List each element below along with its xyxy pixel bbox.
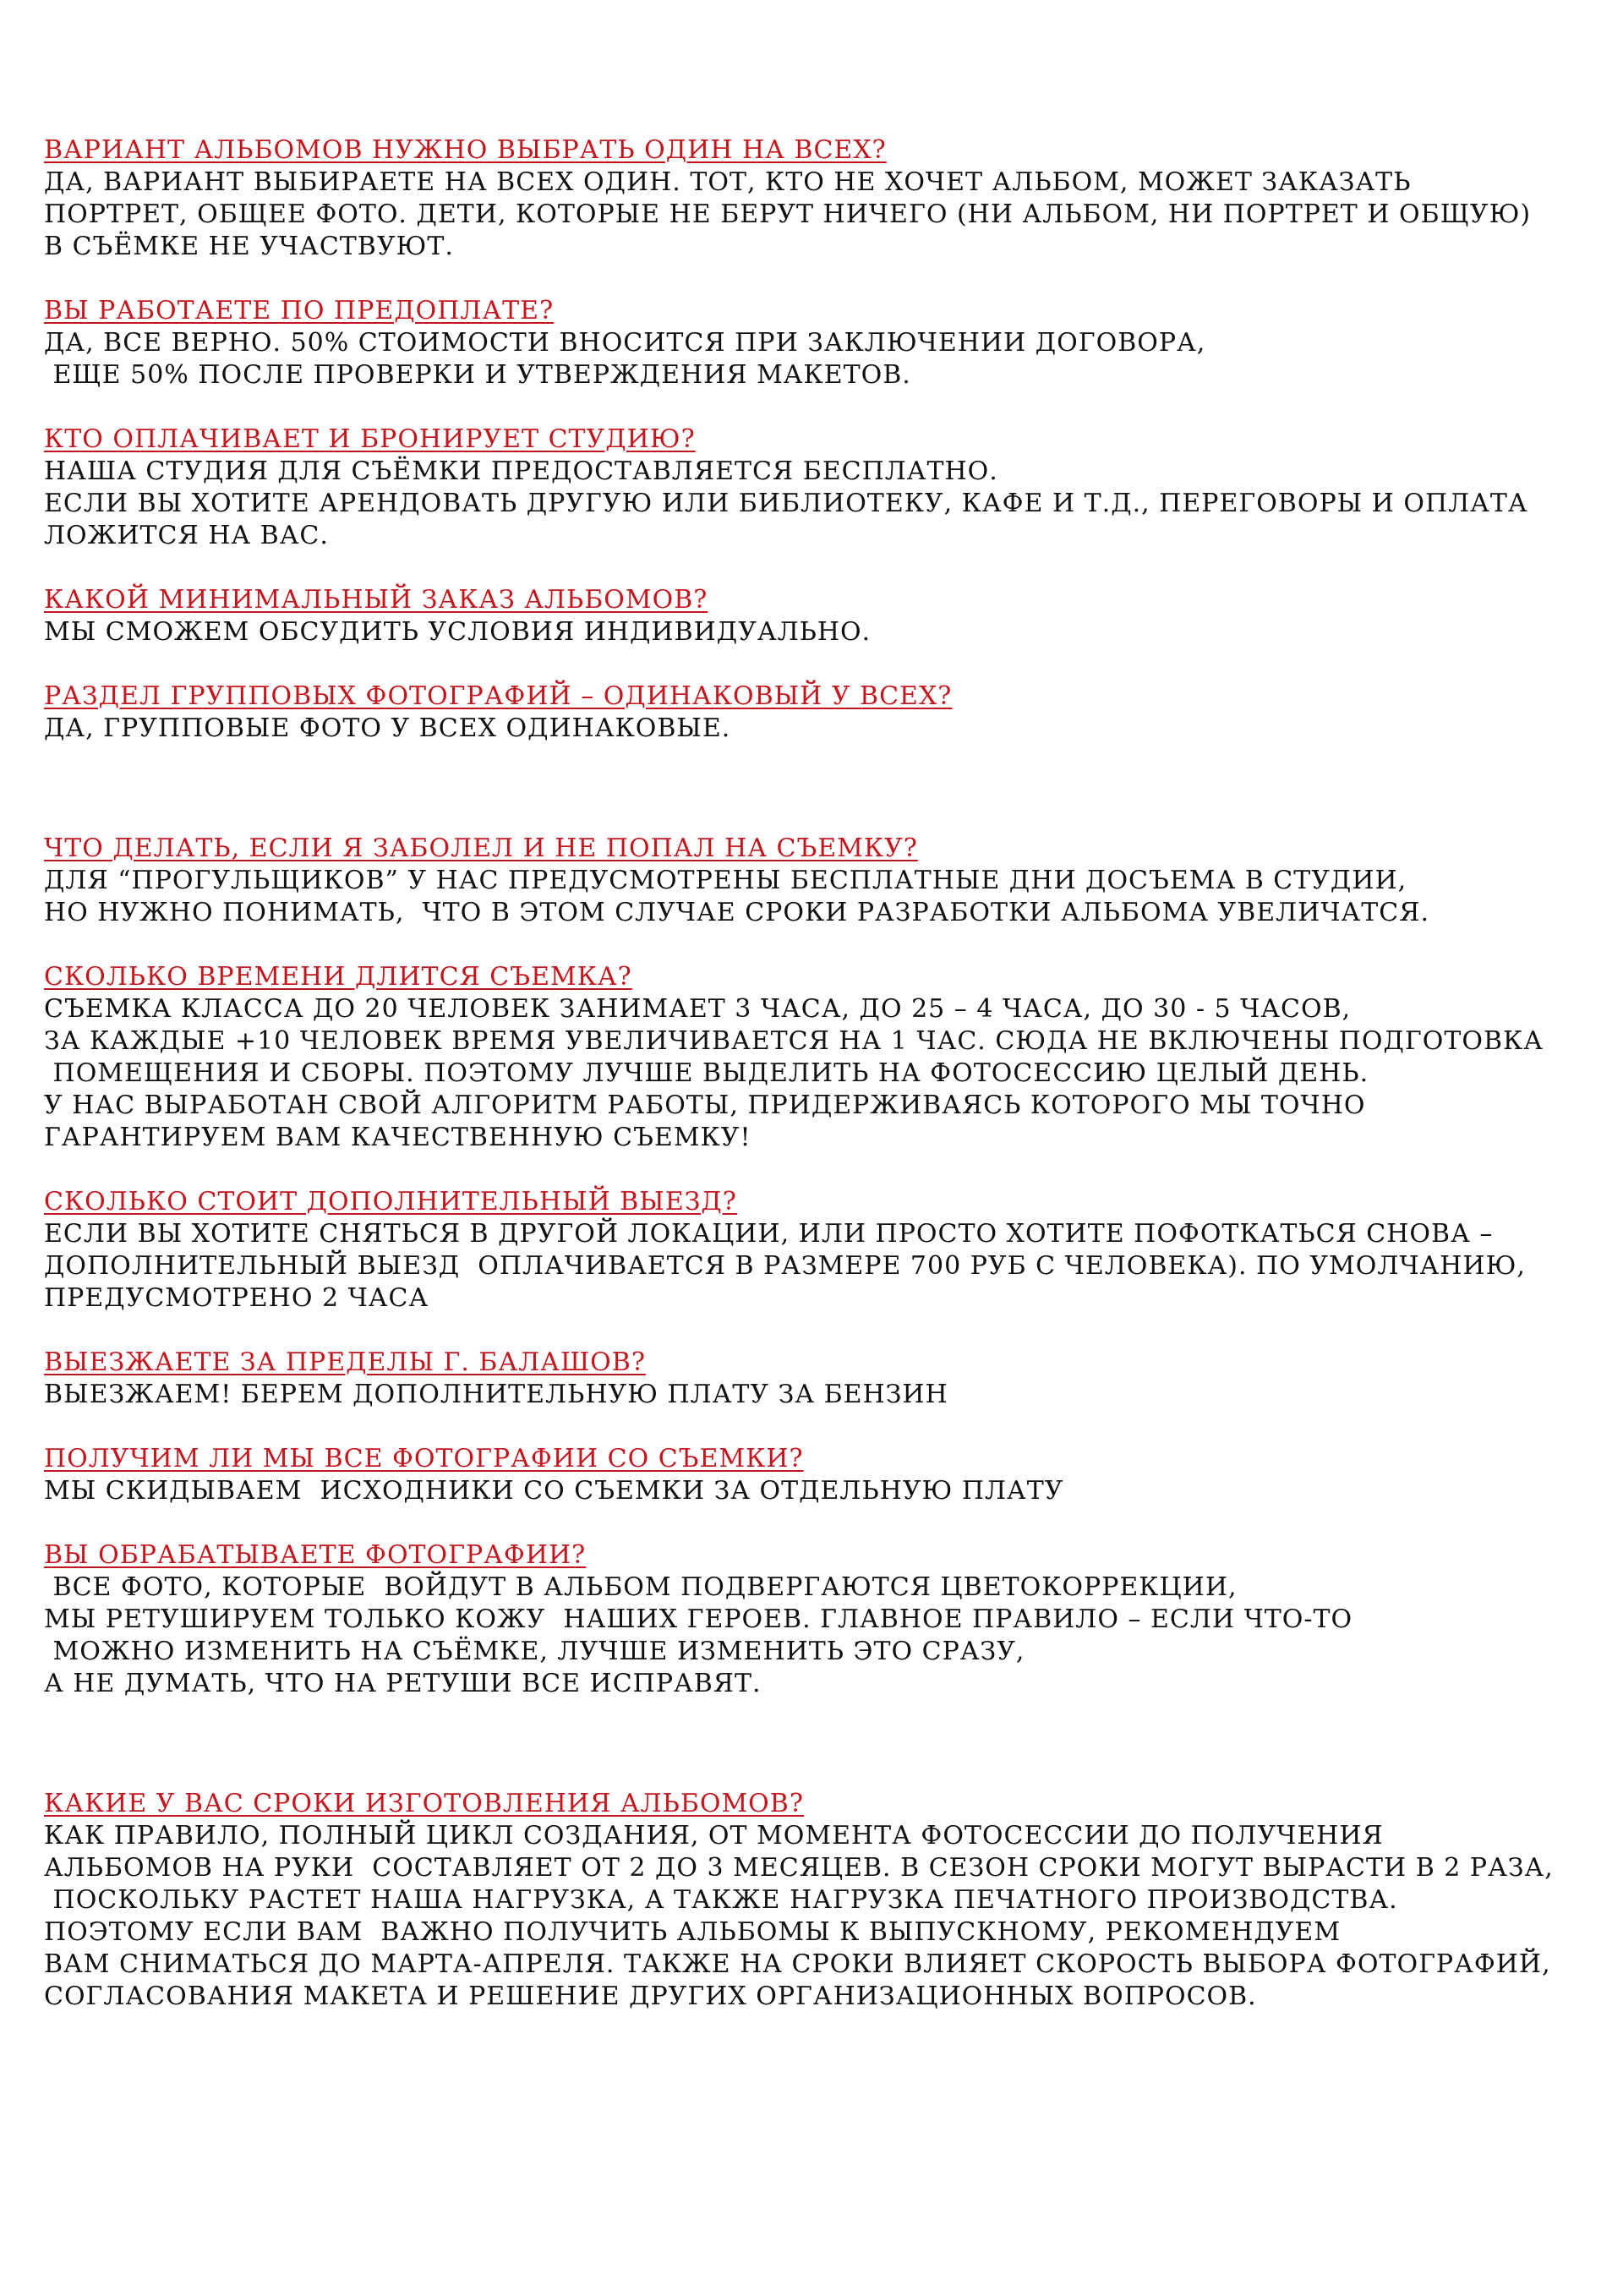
faq-answer-line: ДА, ВСЕ ВЕРНО. 50% СТОИМОСТИ ВНОСИТСЯ ПРИ ЗАКЛЮЧЕНИИ ДОГОВОРА, — [44, 328, 1206, 358]
faq-question: СКОЛЬКО СТОИТ ДОПОЛНИТЕЛЬНЫЙ ВЫЕЗД? — [44, 1187, 737, 1216]
faq-answer-line: А НЕ ДУМАТЬ, ЧТО НА РЕТУШИ ВСЕ ИСПРАВЯТ. — [44, 1669, 762, 1698]
faq-answer-line: ПОСКОЛЬКУ РАСТЕТ НАША НАГРУЗКА, А ТАКЖЕ НАГРУЗКА ПЕЧАТНОГО ПРОИЗВОДСТВА. — [44, 1885, 1398, 1915]
faq-answer-line: ВСЕ ФОТО, КОТОРЫЕ ВОЙДУТ В АЛЬБОМ ПОДВЕРГАЮТСЯ ЦВЕТОКОРРЕКЦИИ, — [44, 1572, 1238, 1602]
faq-question: ПОЛУЧИМ ЛИ МЫ ВСЕ ФОТОГРАФИИ СО СЪЕМКИ? — [44, 1444, 804, 1473]
faq-question: КАКИЕ У ВАС СРОКИ ИЗГОТОВЛЕНИЯ АЛЬБОМОВ? — [44, 1789, 804, 1818]
faq-answer-line: МОЖНО ИЗМЕНИТЬ НА СЪЁМКЕ, ЛУЧШЕ ИЗМЕНИТЬ ЭТО СРАЗУ, — [44, 1637, 1025, 1666]
faq-answer-line: МЫ СМОЖЕМ ОБСУДИТЬ УСЛОВИЯ ИНДИВИДУАЛЬНО. — [44, 617, 872, 647]
faq-question: ВЫ ОБРАБАТЫВАЕТЕ ФОТОГРАФИИ? — [44, 1540, 587, 1570]
faq-answer-line: ЗА КАЖДЫЕ +10 ЧЕЛОВЕК ВРЕМЯ УВЕЛИЧИВАЕТСЯ НА 1 ЧАС. СЮДА НЕ ВКЛЮЧЕНЫ ПОДГОТОВКА — [44, 1026, 1544, 1056]
faq-item — [44, 1443, 1599, 1507]
faq-answer-line: ЛОЖИТСЯ НА ВАС. — [44, 521, 329, 550]
faq-answer-line: ДОПОЛНИТЕЛЬНЫЙ ВЫЕЗД ОПЛАЧИВАЕТСЯ В РАЗМЕРЕ 700 РУБ С ЧЕЛОВЕКА). ПО УМОЛЧАНИЮ, — [44, 1251, 1526, 1281]
faq-answer-line: МЫ СКИДЫВАЕМ ИСХОДНИКИ СО СЪЕМКИ ЗА ОТДЕЛЬНУЮ ПЛАТУ — [44, 1476, 1064, 1506]
faq-question: СКОЛЬКО ВРЕМЕНИ ДЛИТСЯ СЪЕМКА? — [44, 962, 632, 992]
faq-question: ВЫ РАБОТАЕТЕ ПО ПРЕДОПЛАТЕ? — [44, 296, 555, 325]
faq-answer-line: ПОЭТОМУ ЕСЛИ ВАМ ВАЖНО ПОЛУЧИТЬ АЛЬБОМЫ К ВЫПУСКНОМУ, РЕКОМЕНДУЕМ — [44, 1917, 1342, 1947]
faq-item — [44, 681, 1599, 745]
faq-answer-line: ЕЩЕ 50% ПОСЛЕ ПРОВЕРКИ И УТВЕРЖДЕНИЯ МАКЕТОВ. — [44, 360, 911, 390]
faq-answer-line: ПРЕДУСМОТРЕНО 2 ЧАСА — [44, 1283, 429, 1313]
faq-answer-line: ЕСЛИ ВЫ ХОТИТЕ АРЕНДОВАТЬ ДРУГУЮ ИЛИ БИБЛИОТЕКУ, КАФЕ И Т.Д., ПЕРЕГОВОРЫ И ОПЛАТА — [44, 489, 1528, 518]
faq-answer-line: НАША СТУДИЯ ДЛЯ СЪЁМКИ ПРЕДОСТАВЛЯЕТСЯ БЕСПЛАТНО. — [44, 456, 998, 486]
faq-question: ВАРИАНТ АЛЬБОМОВ НУЖНО ВЫБРАТЬ ОДИН НА ВСЕХ? — [44, 135, 887, 165]
faq-answer-line: МЫ РЕТУШИРУЕМ ТОЛЬКО КОЖУ НАШИХ ГЕРОЕВ. ГЛАВНОЕ ПРАВИЛО – ЕСЛИ ЧТО-ТО — [44, 1604, 1353, 1634]
faq-item — [44, 961, 1599, 1154]
faq-item — [44, 134, 1599, 263]
faq-answer-line: У НАС ВЫРАБОТАН СВОЙ АЛГОРИТМ РАБОТЫ, ПРИДЕРЖИВАЯСЬ КОТОРОГО МЫ ТОЧНО — [44, 1091, 1366, 1120]
faq-question: ВЫЕЗЖАЕТЕ ЗА ПРЕДЕЛЫ Г. БАЛАШОВ? — [44, 1348, 646, 1377]
faq-answer-line: ЕСЛИ ВЫ ХОТИТЕ СНЯТЬСЯ В ДРУГОЙ ЛОКАЦИИ, ИЛИ ПРОСТО ХОТИТЕ ПОФОТКАТЬСЯ СНОВА – — [44, 1219, 1494, 1249]
faq-answer-line: ВАМ СНИМАТЬСЯ ДО МАРТА-АПРЕЛЯ. ТАКЖЕ НА СРОКИ ВЛИЯЕТ СКОРОСТЬ ВЫБОРА ФОТОГРАФИЙ, — [44, 1949, 1551, 1979]
faq-answer-line: НО НУЖНО ПОНИМАТЬ, ЧТО В ЭТОМ СЛУЧАЕ СРОКИ РАЗРАБОТКИ АЛЬБОМА УВЕЛИЧАТСЯ. — [44, 898, 1429, 927]
faq-answer-line: В СЪЁМКЕ НЕ УЧАСТВУЮТ. — [44, 232, 454, 261]
faq-item — [44, 1186, 1599, 1315]
faq-item — [44, 424, 1599, 552]
faq-item — [44, 1539, 1599, 1700]
faq-answer-line: СЪЕМКА КЛАССА ДО 20 ЧЕЛОВЕК ЗАНИМАЕТ 3 ЧАСА, ДО 25 – 4 ЧАСА, ДО 30 - 5 ЧАСОВ, — [44, 994, 1352, 1024]
faq-item — [44, 295, 1599, 391]
faq-answer-line: ПОРТРЕТ, ОБЩЕЕ ФОТО. ДЕТИ, КОТОРЫЕ НЕ БЕРУТ НИЧЕГО (НИ АЛЬБОМ, НИ ПОРТРЕТ И ОБЩУЮ) — [44, 200, 1532, 229]
faq-answer-line: ДА, ВАРИАНТ ВЫБИРАЕТЕ НА ВСЕХ ОДИН. ТОТ, КТО НЕ ХОЧЕТ АЛЬБОМ, МОЖЕТ ЗАКАЗАТЬ — [44, 167, 1412, 197]
faq-answer-line: КАК ПРАВИЛО, ПОЛНЫЙ ЦИКЛ СОЗДАНИЯ, ОТ МОМЕНТА ФОТОСЕССИИ ДО ПОЛУЧЕНИЯ — [44, 1821, 1384, 1850]
faq-list — [44, 134, 1599, 2013]
faq-question: ЧТО ДЕЛАТЬ, ЕСЛИ Я ЗАБОЛЕЛ И НЕ ПОПАЛ НА СЪЕМКУ? — [44, 834, 918, 863]
faq-answer-line: ДА, ГРУППОВЫЕ ФОТО У ВСЕХ ОДИНАКОВЫЕ. — [44, 713, 731, 743]
faq-answer-line: ДЛЯ “ПРОГУЛЬЩИКОВ” У НАС ПРЕДУСМОТРЕНЫ БЕСПЛАТНЫЕ ДНИ ДОСЪЕМА В СТУДИИ, — [44, 866, 1407, 895]
faq-answer-line: СОГЛАСОВАНИЯ МАКЕТА И РЕШЕНИЕ ДРУГИХ ОРГАНИЗАЦИОННЫХ ВОПРОСОВ. — [44, 1982, 1257, 2011]
faq-item — [44, 584, 1599, 648]
faq-question: КАКОЙ МИНИМАЛЬНЫЙ ЗАКАЗ АЛЬБОМОВ? — [44, 585, 708, 615]
faq-answer-line: ПОМЕЩЕНИЯ И СБОРЫ. ПОЭТОМУ ЛУЧШЕ ВЫДЕЛИТЬ НА ФОТОСЕССИЮ ЦЕЛЫЙ ДЕНЬ. — [44, 1058, 1369, 1088]
faq-answer-line: АЛЬБОМОВ НА РУКИ СОСТАВЛЯЕТ ОТ 2 ДО 3 МЕСЯЦЕВ. В СЕЗОН СРОКИ МОГУТ ВЫРАСТИ В 2 РАЗА, — [44, 1853, 1554, 1883]
faq-question: РАЗДЕЛ ГРУППОВЫХ ФОТОГРАФИЙ – ОДИНАКОВЫЙ У ВСЕХ? — [44, 681, 953, 711]
faq-item — [44, 833, 1599, 929]
faq-answer-line: ГАРАНТИРУЕМ ВАМ КАЧЕСТВЕННУЮ СЪЕМКУ! — [44, 1123, 751, 1152]
faq-question: КТО ОПЛАЧИВАЕТ И БРОНИРУЕТ СТУДИЮ? — [44, 424, 696, 454]
faq-item — [44, 1788, 1599, 2013]
faq-item — [44, 1347, 1599, 1411]
faq-answer-line: ВЫЕЗЖАЕМ! БЕРЕМ ДОПОЛНИТЕЛЬНУЮ ПЛАТУ ЗА БЕНЗИН — [44, 1380, 948, 1409]
